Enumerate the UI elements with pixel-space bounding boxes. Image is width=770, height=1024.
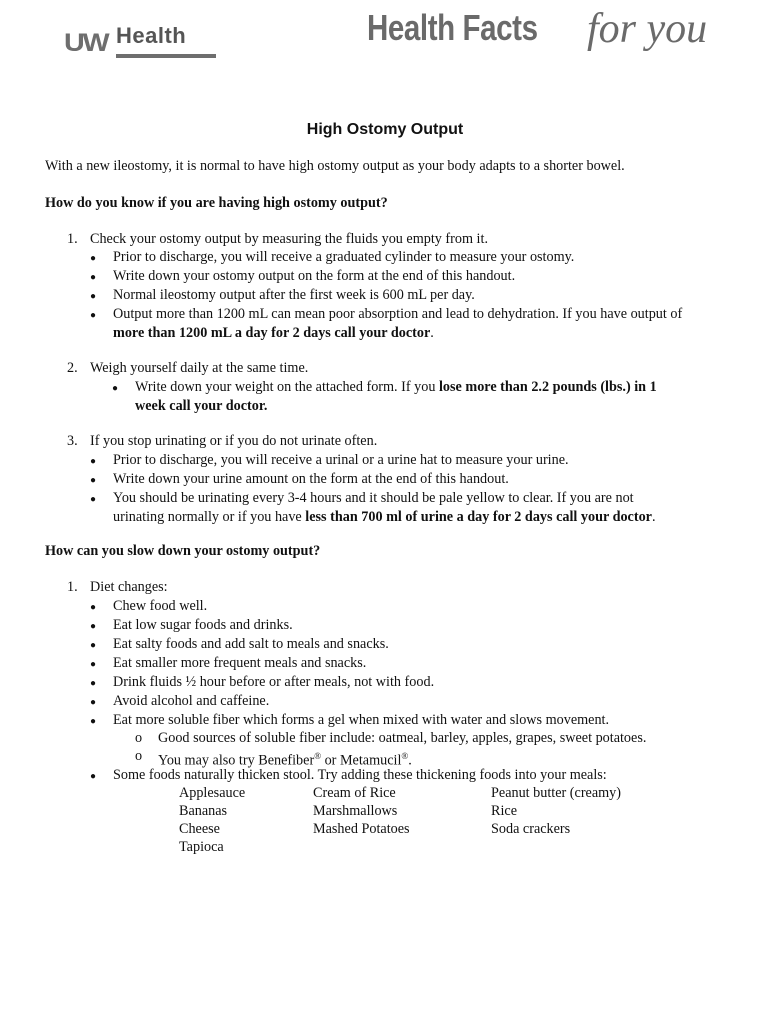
sub-bullet-icon: o xyxy=(135,748,143,764)
bullet-text: Prior to discharge, you will receive a graduated cylinder to measure your ostomy. xyxy=(113,249,575,265)
food-item: Applesauce xyxy=(179,785,246,801)
food-item: Tapioca xyxy=(179,839,224,855)
food-item: Cream of Rice xyxy=(313,785,396,801)
bullet-icon: ● xyxy=(90,602,97,613)
health-facts-brand xyxy=(367,6,708,52)
bullet-icon: ● xyxy=(90,621,97,632)
bullet-icon: ● xyxy=(90,640,97,651)
registered-mark: ® xyxy=(401,751,409,761)
logo-underline xyxy=(116,54,216,58)
bold-warning: lose more than 2.2 pounds (lbs.) in 1 xyxy=(438,379,657,395)
registered-mark: ® xyxy=(314,751,322,761)
bullet-icon: ● xyxy=(90,310,97,321)
bullet-icon: ● xyxy=(90,678,97,689)
bullet-text: Eat salty foods and add salt to meals and snacks. xyxy=(113,636,389,652)
list-item-text: Check your ostomy output by measuring the fluids you empty from it. xyxy=(90,231,488,247)
item-number: 1. xyxy=(67,579,78,595)
sub-bullet-icon: o xyxy=(135,730,143,746)
bullet-text: Normal ileostomy output after the first week is 600 mL per day. xyxy=(113,287,475,303)
food-item: Rice xyxy=(491,803,517,819)
bullet-text: Chew food well. xyxy=(113,598,208,614)
section2-heading: How can you slow down your ostomy output? xyxy=(45,543,321,559)
bullet-text-continued: week call your doctor. xyxy=(135,398,268,414)
bullet-text: Some foods naturally thicken stool. Try adding these thickening foods into your meals: xyxy=(113,767,607,783)
bullet-text-continued: urinating normally or if you have less than 700 ml of urine a day for 2 days call your doctor. xyxy=(113,509,656,525)
list-item-text: Weigh yourself daily at the same time. xyxy=(90,360,309,376)
item-number: 3. xyxy=(67,433,78,449)
list-item-text: If you stop urinating or if you do not urinate often. xyxy=(90,433,378,449)
intro-paragraph: With a new ileostomy, it is normal to have high ostomy output as your body adapts to a shorter bowel. xyxy=(45,158,625,174)
bullet-icon: ● xyxy=(90,456,97,467)
bullet-text: Write down your weight on the attached form. If you lose more than 2.2 pounds (lbs.) in 1 xyxy=(135,379,657,395)
bullet-text-continued: more than 1200 mL a day for 2 days call your doctor. xyxy=(113,325,434,341)
bullet-text: Eat low sugar foods and drinks. xyxy=(113,617,293,633)
sub-bullet-text: Good sources of soluble fiber include: oatmeal, barley, apples, grapes, sweet potatoes. xyxy=(158,730,647,746)
bullet-text: Write down your ostomy output on the form at the end of this handout. xyxy=(113,268,516,284)
bullet-icon: ● xyxy=(90,716,97,727)
food-item: Soda crackers xyxy=(491,821,571,837)
bullet-text: You should be urinating every 3-4 hours and it should be pale yellow to clear. If you are not xyxy=(113,490,634,506)
bullet-icon: ● xyxy=(90,771,97,782)
bullet-text: Drink fluids ½ hour before or after meals, not with food. xyxy=(113,674,435,690)
bold-warning: less than 700 ml of urine a day for 2 days call your doctor xyxy=(305,509,652,525)
logo-health-text: Health xyxy=(116,23,187,48)
bullet-icon: ● xyxy=(90,475,97,486)
food-item: Mashed Potatoes xyxy=(313,821,410,837)
bullet-text: Avoid alcohol and caffeine. xyxy=(113,693,270,709)
page-title: High Ostomy Output xyxy=(306,121,464,138)
item-number: 1. xyxy=(67,231,78,247)
brand-script-text: for you xyxy=(587,6,708,52)
bullet-icon: ● xyxy=(90,659,97,670)
bullet-text: Output more than 1200 mL can mean poor absorption and lead to dehydration. If you have output of xyxy=(113,306,683,322)
brand-bold-text: Health Facts xyxy=(367,7,538,48)
bullet-text: Prior to discharge, you will receive a urinal or a urine hat to measure your urine. xyxy=(113,452,569,468)
bullet-text: Eat smaller more frequent meals and snacks. xyxy=(113,655,367,671)
section1-heading: How do you know if you are having high ostomy output? xyxy=(45,195,388,211)
list-item-text: Diet changes: xyxy=(90,579,168,595)
bullet-text: Write down your urine amount on the form at the end of this handout. xyxy=(113,471,509,487)
bullet-icon: ● xyxy=(90,494,97,505)
bullet-icon: ● xyxy=(90,697,97,708)
bullet-text: Eat more soluble fiber which forms a gel when mixed with water and slows movement. xyxy=(113,712,610,728)
food-item: Marshmallows xyxy=(313,803,398,819)
bold-warning: more than 1200 mL a day for 2 days call your doctor xyxy=(113,325,431,341)
item-number: 2. xyxy=(67,360,78,376)
bullet-icon: ● xyxy=(90,291,97,302)
uw-health-logo xyxy=(64,23,220,62)
sub-bullet-text: You may also try Benefiber® or Metamucil®. xyxy=(158,751,412,769)
bullet-icon: ● xyxy=(90,253,97,264)
bullet-icon: ● xyxy=(90,272,97,283)
food-item: Cheese xyxy=(179,821,220,837)
food-item: Peanut butter (creamy) xyxy=(491,785,621,801)
bullet-icon: ● xyxy=(112,383,119,394)
food-item: Bananas xyxy=(179,803,228,819)
logo-uw-text: UW xyxy=(64,29,108,57)
